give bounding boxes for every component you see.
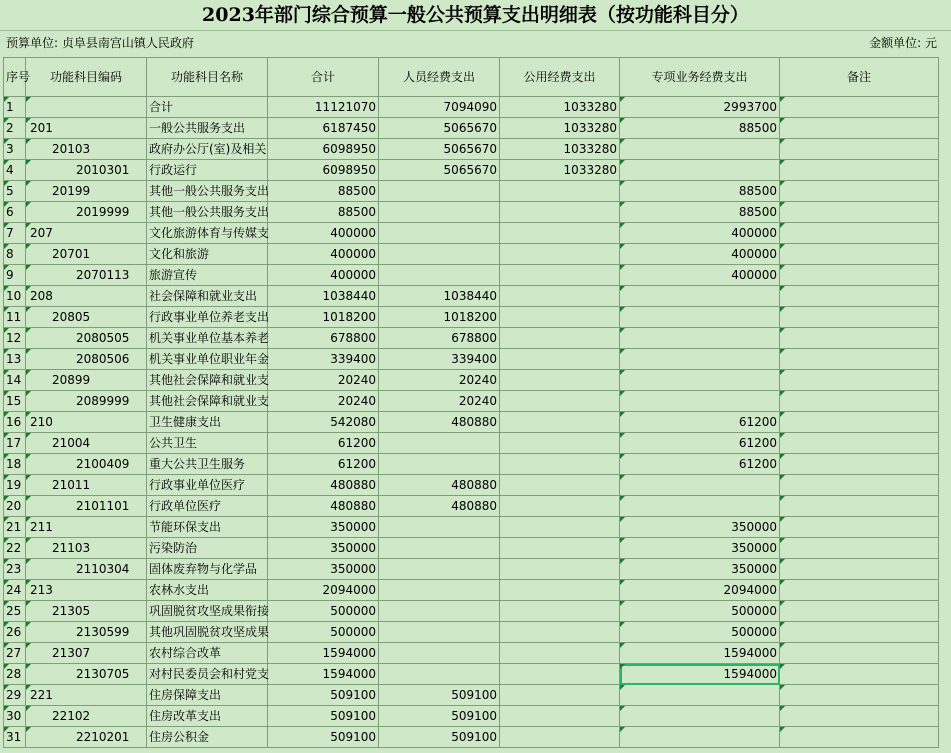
cell-total[interactable]: 20240	[268, 391, 379, 412]
table-row	[4, 307, 939, 328]
table-row	[4, 118, 939, 139]
cell-remark[interactable]	[780, 538, 939, 559]
cell-seq[interactable]: 1	[4, 97, 26, 118]
cell-remark[interactable]	[780, 328, 939, 349]
table-row	[4, 559, 939, 580]
cell-personnel[interactable]: 5065670	[379, 118, 500, 139]
cell-code[interactable]: 221	[26, 685, 147, 706]
cell-total[interactable]: 88500	[268, 181, 379, 202]
header-total[interactable]: 合计	[268, 58, 379, 97]
cell-seq[interactable]: 20	[4, 496, 26, 517]
cell-code[interactable]: 2210201	[26, 727, 147, 748]
table-row	[4, 517, 939, 538]
cell-project[interactable]	[620, 370, 780, 391]
header-personnel[interactable]: 人员经费支出	[379, 58, 500, 97]
cell-code[interactable]: 20805	[26, 307, 147, 328]
table-row	[4, 139, 939, 160]
cell-seq[interactable]: 30	[4, 706, 26, 727]
cell-remark[interactable]	[780, 286, 939, 307]
cell-total[interactable]: 6098950	[268, 139, 379, 160]
cell-project[interactable]: 61200	[620, 412, 780, 433]
cell-project[interactable]	[620, 706, 780, 727]
cell-project[interactable]	[620, 475, 780, 496]
cell-code[interactable]: 2070113	[26, 265, 147, 286]
cell-public[interactable]	[500, 370, 620, 391]
cell-public[interactable]	[500, 244, 620, 265]
cell-project[interactable]	[620, 349, 780, 370]
table-row	[4, 223, 939, 244]
table-row	[4, 202, 939, 223]
cell-name[interactable]: 固体废弃物与化学品	[147, 559, 268, 580]
cell-seq[interactable]: 18	[4, 454, 26, 475]
cell-name[interactable]: 机关事业单位基本养老	[147, 328, 268, 349]
header-public[interactable]: 公用经费支出	[500, 58, 620, 97]
cell-personnel[interactable]	[379, 622, 500, 643]
table-row	[4, 370, 939, 391]
header-code[interactable]: 功能科目编码	[26, 58, 147, 97]
meta-row	[0, 33, 951, 53]
cell-project[interactable]: 88500	[620, 202, 780, 223]
cell-remark[interactable]	[780, 202, 939, 223]
table-row	[4, 181, 939, 202]
cell-public[interactable]	[500, 622, 620, 643]
cell-project[interactable]	[620, 496, 780, 517]
cell-public[interactable]	[500, 181, 620, 202]
cell-seq[interactable]: 25	[4, 601, 26, 622]
cell-personnel[interactable]	[379, 223, 500, 244]
cell-total[interactable]: 500000	[268, 601, 379, 622]
cell-name[interactable]: 一般公共服务支出	[147, 118, 268, 139]
cell-name[interactable]: 文化旅游体育与传媒支	[147, 223, 268, 244]
cell-personnel[interactable]	[379, 559, 500, 580]
cell-name[interactable]: 卫生健康支出	[147, 412, 268, 433]
cell-project[interactable]: 400000	[620, 265, 780, 286]
cell-seq[interactable]: 23	[4, 559, 26, 580]
cell-name[interactable]: 其他巩固脱贫攻坚成果	[147, 622, 268, 643]
cell-project[interactable]	[620, 328, 780, 349]
sheet-title: 2023年部门综合预算一般公共预算支出明细表（按功能科目分）	[0, 0, 951, 31]
cell-public[interactable]	[500, 496, 620, 517]
cell-public[interactable]: 1033280	[500, 97, 620, 118]
cell-total[interactable]: 1038440	[268, 286, 379, 307]
cell-remark[interactable]	[780, 412, 939, 433]
table-row	[4, 454, 939, 475]
table-row	[4, 97, 939, 118]
cell-code[interactable]: 2130705	[26, 664, 147, 685]
table-row	[4, 643, 939, 664]
cell-total[interactable]: 350000	[268, 538, 379, 559]
cell-remark[interactable]	[780, 622, 939, 643]
cell-project[interactable]: 350000	[620, 538, 780, 559]
cell-remark[interactable]	[780, 97, 939, 118]
cell-remark[interactable]	[780, 223, 939, 244]
cell-seq[interactable]: 9	[4, 265, 26, 286]
cell-public[interactable]	[500, 475, 620, 496]
cell-total[interactable]: 400000	[268, 223, 379, 244]
cell-remark[interactable]	[780, 160, 939, 181]
cell-project[interactable]	[620, 160, 780, 181]
cell-public[interactable]: 1033280	[500, 139, 620, 160]
cell-name[interactable]: 重大公共卫生服务	[147, 454, 268, 475]
cell-seq[interactable]: 17	[4, 433, 26, 454]
cell-project[interactable]: 350000	[620, 559, 780, 580]
table-row	[4, 328, 939, 349]
table-row	[4, 685, 939, 706]
cell-personnel[interactable]: 1018200	[379, 307, 500, 328]
cell-name[interactable]: 污染防治	[147, 538, 268, 559]
cell-public[interactable]	[500, 265, 620, 286]
cell-total[interactable]: 350000	[268, 559, 379, 580]
cell-total[interactable]: 339400	[268, 349, 379, 370]
cell-public[interactable]	[500, 202, 620, 223]
cell-personnel[interactable]: 1038440	[379, 286, 500, 307]
cell-personnel[interactable]	[379, 664, 500, 685]
cell-personnel[interactable]	[379, 181, 500, 202]
cell-personnel[interactable]	[379, 517, 500, 538]
cell-public[interactable]	[500, 454, 620, 475]
cell-name[interactable]: 对村民委员会和村党支	[147, 664, 268, 685]
cell-project[interactable]	[620, 727, 780, 748]
amount-unit-label: 金额单位: 元	[869, 36, 937, 50]
cell-project[interactable]: 1594000	[620, 643, 780, 664]
cell-total[interactable]: 400000	[268, 244, 379, 265]
cell-seq[interactable]: 14	[4, 370, 26, 391]
cell-personnel[interactable]: 480880	[379, 496, 500, 517]
cell-public[interactable]	[500, 307, 620, 328]
cell-seq[interactable]: 13	[4, 349, 26, 370]
cell-remark[interactable]	[780, 139, 939, 160]
cell-project[interactable]: 61200	[620, 433, 780, 454]
cell-personnel[interactable]: 509100	[379, 706, 500, 727]
cell-public[interactable]	[500, 223, 620, 244]
cell-remark[interactable]	[780, 370, 939, 391]
cell-seq[interactable]: 12	[4, 328, 26, 349]
table-row	[4, 475, 939, 496]
cell-project[interactable]: 500000	[620, 601, 780, 622]
cell-personnel[interactable]: 480880	[379, 412, 500, 433]
cell-code[interactable]: 210	[26, 412, 147, 433]
cell-remark[interactable]	[780, 265, 939, 286]
cell-public[interactable]	[500, 664, 620, 685]
header-name[interactable]: 功能科目名称	[147, 58, 268, 97]
cell-personnel[interactable]	[379, 454, 500, 475]
cell-seq[interactable]: 28	[4, 664, 26, 685]
cell-code[interactable]: 20103	[26, 139, 147, 160]
cell-seq[interactable]: 16	[4, 412, 26, 433]
cell-remark[interactable]	[780, 433, 939, 454]
table-row	[4, 727, 939, 748]
cell-public[interactable]	[500, 517, 620, 538]
cell-public[interactable]	[500, 601, 620, 622]
cell-personnel[interactable]: 20240	[379, 391, 500, 412]
cell-name[interactable]: 行政运行	[147, 160, 268, 181]
cell-public[interactable]	[500, 559, 620, 580]
cell-name[interactable]: 其他社会保障和就业支	[147, 370, 268, 391]
cell-code[interactable]: 21004	[26, 433, 147, 454]
header-row	[4, 58, 939, 97]
cell-total[interactable]: 350000	[268, 517, 379, 538]
cell-remark[interactable]	[780, 118, 939, 139]
cell-personnel[interactable]: 509100	[379, 727, 500, 748]
cell-personnel[interactable]: 678800	[379, 328, 500, 349]
cell-total[interactable]: 480880	[268, 475, 379, 496]
cell-total[interactable]: 1594000	[268, 664, 379, 685]
header-project[interactable]: 专项业务经费支出	[620, 58, 780, 97]
cell-seq[interactable]: 15	[4, 391, 26, 412]
cell-public[interactable]	[500, 685, 620, 706]
cell-name[interactable]: 行政事业单位医疗	[147, 475, 268, 496]
cell-total[interactable]: 500000	[268, 622, 379, 643]
cell-code[interactable]: 2080505	[26, 328, 147, 349]
cell-code[interactable]: 2130599	[26, 622, 147, 643]
cell-personnel[interactable]	[379, 580, 500, 601]
cell-personnel[interactable]: 7094090	[379, 97, 500, 118]
table-row	[4, 706, 939, 727]
header-remark[interactable]: 备注	[780, 58, 939, 97]
cell-project[interactable]: 350000	[620, 517, 780, 538]
cell-personnel[interactable]	[379, 538, 500, 559]
cell-project[interactable]	[620, 391, 780, 412]
cell-remark[interactable]	[780, 685, 939, 706]
cell-total[interactable]: 542080	[268, 412, 379, 433]
budget-table	[3, 57, 939, 748]
cell-code[interactable]: 21103	[26, 538, 147, 559]
cell-code[interactable]: 2101101	[26, 496, 147, 517]
cell-remark[interactable]	[780, 391, 939, 412]
cell-total[interactable]: 480880	[268, 496, 379, 517]
cell-code[interactable]: 22102	[26, 706, 147, 727]
cell-public[interactable]	[500, 706, 620, 727]
cell-public[interactable]	[500, 391, 620, 412]
cell-public[interactable]	[500, 286, 620, 307]
cell-code[interactable]: 21307	[26, 643, 147, 664]
cell-code[interactable]: 20701	[26, 244, 147, 265]
cell-public[interactable]	[500, 349, 620, 370]
cell-personnel[interactable]: 480880	[379, 475, 500, 496]
cell-personnel[interactable]	[379, 433, 500, 454]
table-row	[4, 496, 939, 517]
cell-seq[interactable]: 21	[4, 517, 26, 538]
table-row	[4, 601, 939, 622]
cell-name[interactable]: 农林水支出	[147, 580, 268, 601]
cell-code[interactable]: 2080506	[26, 349, 147, 370]
cell-name[interactable]: 行政单位医疗	[147, 496, 268, 517]
cell-name[interactable]: 节能环保支出	[147, 517, 268, 538]
header-seq[interactable]: 序号	[4, 58, 26, 97]
cell-seq[interactable]: 26	[4, 622, 26, 643]
cell-name[interactable]: 政府办公厅(室)及相关	[147, 139, 268, 160]
cell-remark[interactable]	[780, 580, 939, 601]
cell-personnel[interactable]	[379, 601, 500, 622]
cell-personnel[interactable]	[379, 202, 500, 223]
cell-code[interactable]: 21011	[26, 475, 147, 496]
cell-remark[interactable]	[780, 349, 939, 370]
cell-remark[interactable]	[780, 706, 939, 727]
table-row	[4, 580, 939, 601]
cell-code[interactable]: 2019999	[26, 202, 147, 223]
cell-personnel[interactable]	[379, 265, 500, 286]
cell-code[interactable]: 201	[26, 118, 147, 139]
cell-public[interactable]	[500, 580, 620, 601]
cell-project[interactable]: 500000	[620, 622, 780, 643]
table-row	[4, 538, 939, 559]
cell-name[interactable]: 旅游宣传	[147, 265, 268, 286]
cell-seq[interactable]: 10	[4, 286, 26, 307]
cell-total[interactable]: 6098950	[268, 160, 379, 181]
cell-public[interactable]	[500, 328, 620, 349]
cell-personnel[interactable]	[379, 244, 500, 265]
cell-total[interactable]: 61200	[268, 433, 379, 454]
cell-remark[interactable]	[780, 559, 939, 580]
cell-code[interactable]: 2010301	[26, 160, 147, 181]
cell-total[interactable]: 11121070	[268, 97, 379, 118]
cell-personnel[interactable]: 339400	[379, 349, 500, 370]
cell-name[interactable]: 农村综合改革	[147, 643, 268, 664]
budget-unit-label: 预算单位: 贞阜县南宫山镇人民政府	[6, 36, 194, 50]
cell-name[interactable]: 巩固脱贫攻坚成果衔接	[147, 601, 268, 622]
cell-code[interactable]: 2089999	[26, 391, 147, 412]
cell-total[interactable]: 61200	[268, 454, 379, 475]
table-body	[4, 97, 939, 748]
cell-total[interactable]: 1018200	[268, 307, 379, 328]
cell-name[interactable]: 文化和旅游	[147, 244, 268, 265]
cell-project[interactable]: 1594000	[620, 664, 780, 685]
cell-name[interactable]: 其他一般公共服务支出	[147, 181, 268, 202]
table-row	[4, 433, 939, 454]
cell-total[interactable]: 509100	[268, 706, 379, 727]
cell-name[interactable]: 住房保障支出	[147, 685, 268, 706]
cell-seq[interactable]: 27	[4, 643, 26, 664]
table-row	[4, 391, 939, 412]
table-row	[4, 160, 939, 181]
cell-project[interactable]: 61200	[620, 454, 780, 475]
cell-project[interactable]: 88500	[620, 118, 780, 139]
cell-personnel[interactable]: 5065670	[379, 160, 500, 181]
cell-total[interactable]: 509100	[268, 685, 379, 706]
cell-name[interactable]: 住房改革支出	[147, 706, 268, 727]
cell-name[interactable]: 公共卫生	[147, 433, 268, 454]
cell-project[interactable]: 2993700	[620, 97, 780, 118]
cell-remark[interactable]	[780, 727, 939, 748]
cell-total[interactable]: 88500	[268, 202, 379, 223]
cell-personnel[interactable]: 20240	[379, 370, 500, 391]
cell-public[interactable]	[500, 538, 620, 559]
cell-code[interactable]: 2100409	[26, 454, 147, 475]
cell-project[interactable]: 88500	[620, 181, 780, 202]
cell-project[interactable]: 400000	[620, 244, 780, 265]
table-row	[4, 244, 939, 265]
cell-seq[interactable]: 24	[4, 580, 26, 601]
cell-personnel[interactable]: 5065670	[379, 139, 500, 160]
cell-name[interactable]: 机关事业单位职业年金	[147, 349, 268, 370]
cell-code[interactable]	[26, 97, 147, 118]
table-row	[4, 286, 939, 307]
cell-total[interactable]: 20240	[268, 370, 379, 391]
cell-personnel[interactable]	[379, 643, 500, 664]
cell-name[interactable]: 行政事业单位养老支出	[147, 307, 268, 328]
cell-project[interactable]: 2094000	[620, 580, 780, 601]
cell-seq[interactable]: 3	[4, 139, 26, 160]
cell-public[interactable]	[500, 433, 620, 454]
cell-remark[interactable]	[780, 643, 939, 664]
cell-seq[interactable]: 29	[4, 685, 26, 706]
table-row	[4, 664, 939, 685]
cell-remark[interactable]	[780, 181, 939, 202]
cell-total[interactable]: 400000	[268, 265, 379, 286]
cell-public[interactable]	[500, 727, 620, 748]
cell-code[interactable]: 21305	[26, 601, 147, 622]
cell-seq[interactable]: 22	[4, 538, 26, 559]
cell-public[interactable]: 1033280	[500, 160, 620, 181]
cell-public[interactable]	[500, 643, 620, 664]
cell-project[interactable]	[620, 685, 780, 706]
cell-project[interactable]	[620, 307, 780, 328]
cell-seq[interactable]: 31	[4, 727, 26, 748]
cell-name[interactable]: 其他社会保障和就业支	[147, 391, 268, 412]
cell-code[interactable]: 2110304	[26, 559, 147, 580]
cell-remark[interactable]	[780, 601, 939, 622]
cell-total[interactable]: 678800	[268, 328, 379, 349]
cell-seq[interactable]: 19	[4, 475, 26, 496]
cell-seq[interactable]: 4	[4, 160, 26, 181]
cell-code[interactable]: 213	[26, 580, 147, 601]
cell-remark[interactable]	[780, 475, 939, 496]
table-row	[4, 265, 939, 286]
cell-name[interactable]: 社会保障和就业支出	[147, 286, 268, 307]
cell-remark[interactable]	[780, 496, 939, 517]
cell-remark[interactable]	[780, 664, 939, 685]
cell-project[interactable]	[620, 286, 780, 307]
cell-total[interactable]: 2094000	[268, 580, 379, 601]
cell-code[interactable]: 20899	[26, 370, 147, 391]
cell-personnel[interactable]: 509100	[379, 685, 500, 706]
table-row	[4, 622, 939, 643]
cell-total[interactable]: 509100	[268, 727, 379, 748]
cell-seq[interactable]: 6	[4, 202, 26, 223]
cell-public[interactable]	[500, 412, 620, 433]
cell-code[interactable]: 207	[26, 223, 147, 244]
cell-name[interactable]: 住房公积金	[147, 727, 268, 748]
cell-remark[interactable]	[780, 307, 939, 328]
cell-seq[interactable]: 2	[4, 118, 26, 139]
cell-remark[interactable]	[780, 454, 939, 475]
cell-code[interactable]: 211	[26, 517, 147, 538]
cell-seq[interactable]: 7	[4, 223, 26, 244]
table-row	[4, 349, 939, 370]
cell-total[interactable]: 1594000	[268, 643, 379, 664]
cell-seq[interactable]: 5	[4, 181, 26, 202]
cell-name[interactable]: 合计	[147, 97, 268, 118]
cell-remark[interactable]	[780, 517, 939, 538]
cell-code[interactable]: 20199	[26, 181, 147, 202]
cell-code[interactable]: 208	[26, 286, 147, 307]
cell-name[interactable]: 其他一般公共服务支出	[147, 202, 268, 223]
cell-project[interactable]: 400000	[620, 223, 780, 244]
cell-seq[interactable]: 8	[4, 244, 26, 265]
cell-total[interactable]: 6187450	[268, 118, 379, 139]
table-row	[4, 412, 939, 433]
cell-public[interactable]: 1033280	[500, 118, 620, 139]
cell-project[interactable]	[620, 139, 780, 160]
cell-seq[interactable]: 11	[4, 307, 26, 328]
cell-remark[interactable]	[780, 244, 939, 265]
